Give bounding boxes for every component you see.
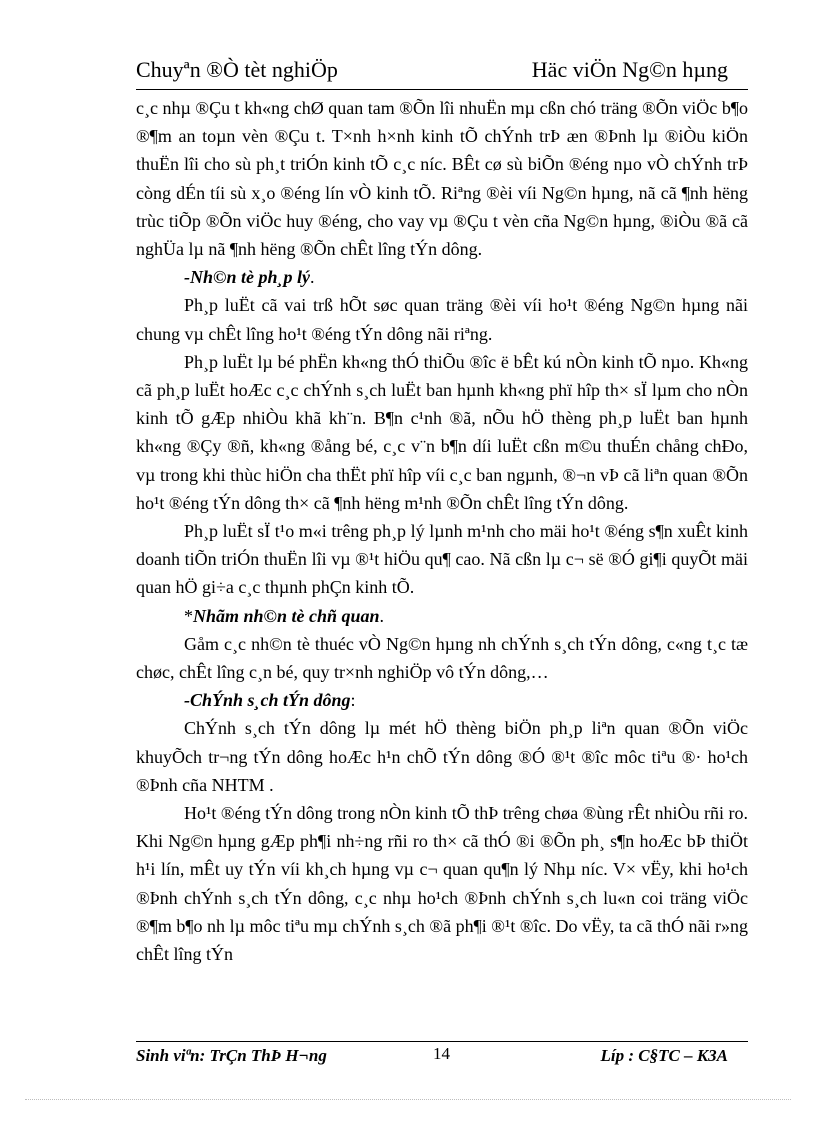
paragraph: Ph¸p luËt cã vai trß hÕt søc quan träng ®èi víi ho¹t ®éng Ng©n hµng nãi chung vµ chÊt lîng ho¹t ®éng tÝn dông nãi riªng. [136, 295, 748, 344]
body-text [136, 94, 748, 968]
section-heading [136, 263, 748, 291]
page-break-divider [25, 1099, 791, 1100]
section-heading-marker: * [184, 605, 193, 626]
section-heading-punct: . [379, 605, 385, 626]
section-heading [136, 602, 748, 630]
paragraph: Ph¸p luËt lµ bé phËn kh«ng thÓ thiÕu ®îc ë bÊt kú nÒn kinh tÕ nµo. Kh«ng cã ph¸p luËt hoÆc c¸c chÝnh s¸ch luËt ban hµnh kh«ng phï hîp th× sÏ lµm cho nÒn kinh tÕ gÆp nhiÒu khã kh¨n. B¶n c¹nh ®ã, nÕu hÖ thèng ph¸p luËt ban hµnh kh«ng ®Çy ®ñ, kh«ng ®ång bé, c¸c v¨n b¶n díi luËt cßn m©u thuÉn chång chÐo, vµ trong khi thùc hiÖn cha thËt phï hîp víi c¸c ban ngµnh, ®¬n vÞ cã liªn quan ®Õn ho¹t ®éng tÝn dông th× cã ¶nh hëng m¹nh ®Õn chÊt lîng tÝn dông. [136, 351, 748, 513]
paragraph: Ho¹t ®éng tÝn dông trong nÒn kinh tÕ thÞ trêng chøa ®ùng rÊt nhiÒu rñi ro. Khi Ng©n hµng gÆp ph¶i nh÷ng rñi ro th× cã thÓ ®i ®Õn ph¸ s¶n hoÆc bÞ thiÖt h¹i lín, mÊt uy tÝn víi kh¸ch hµng vµ c¬ quan qu¶n lý Nhµ níc. V× vËy, khi ho¹ch ®Þnh chÝnh s¸ch tÝn dông, c¸c nhµ ho¹ch ®Þnh chÝnh s¸ch lu«n coi träng viÖc ®¶m b¶o nh lµ môc tiªu mµ chÝnh s¸ch ®ã ph¶i ®¹t ®îc. Do vËy, ta cã thÓ nãi r»ng chÊt lîng tÝn [136, 803, 748, 965]
section-heading-punct: : [350, 690, 356, 711]
paragraph: Ph¸p luËt sÏ t¹o m«i trêng ph¸p lý lµnh m¹nh cho mäi ho¹t ®éng s¶n xuÊt kinh doanh tiÕn triÓn thuËn lîi vµ ®¹t hiÖu qu¶ cao. Nã cßn lµ c¬ së ®Ó gi¶i quyÕt mäi quan hÖ gi÷a c¸c thµnh phÇn kinh tÕ. [136, 521, 748, 598]
paragraph: Gåm c¸c nh©n tè thuéc vÒ Ng©n hµng nh chÝnh s¸ch tÝn dông, c«ng t¸c tæ chøc, chÊt lîng c¸n bé, quy tr×nh nghiÖp vô tÝn dông,… [136, 633, 748, 683]
section-heading-punct: . [309, 267, 315, 288]
section-heading-label: Nhãm nh©n tè chñ quan [193, 605, 380, 626]
page-header [136, 55, 748, 90]
footer-class: Líp : C§TC – K3A [600, 1046, 728, 1065]
section-heading-label: -ChÝnh s¸ch tÝn dông [184, 690, 351, 711]
paragraph: ChÝnh s¸ch tÝn dông lµ mét hÖ thèng biÖn ph¸p liªn quan ®Õn viÖc khuyÕch tr¬ng tÝn dông hoÆc h¹n chÕ tÝn dông ®Ó ®¹t ®îc môc tiªu ®· ho¹ch ®Þnh cña NHTM . [136, 718, 748, 795]
header-title-left: Chuyªn ®Ò tèt nghiÖp [136, 57, 338, 82]
header-title-right: Häc viÖn Ng©n hµng [531, 57, 728, 82]
footer-author: Sinh viªn: TrÇn ThÞ H¬ng [136, 1046, 327, 1065]
section-heading-label: -Nh©n tè ph¸p lý [184, 267, 310, 288]
page-footer [136, 1041, 748, 1072]
paragraph: c¸c nhµ ®Çu t kh«ng chØ quan tam ®Õn lîi nhuËn mµ cßn chó träng ®Õn viÖc b¶o ®¶m an toµn vèn ®Çu t. T×nh h×nh kinh tÕ chÝnh trÞ æn ®Þnh lµ ®iÒu kiÖn thuËn lîi cho sù ph¸t triÓn kinh tÕ c¸c níc. BÊt cø sù biÕn ®éng nµo vÒ chÝnh trÞ còng dÉn tíi sù x¸o ®éng lín vÒ kinh tÕ. Riªng ®èi víi Ng©n hµng, nã cã ¶nh hëng trùc tiÕp ®Õn viÖc huy ®éng, cho vay vµ ®Çu t vèn cña Ng©n hµng, ®iÒu ®ã cã nghÜa lµ nã ¶nh hëng ®Õn chÊt lîng tÝn dông. [136, 98, 748, 260]
section-heading [136, 686, 748, 714]
page-number: 14 [433, 1044, 450, 1063]
